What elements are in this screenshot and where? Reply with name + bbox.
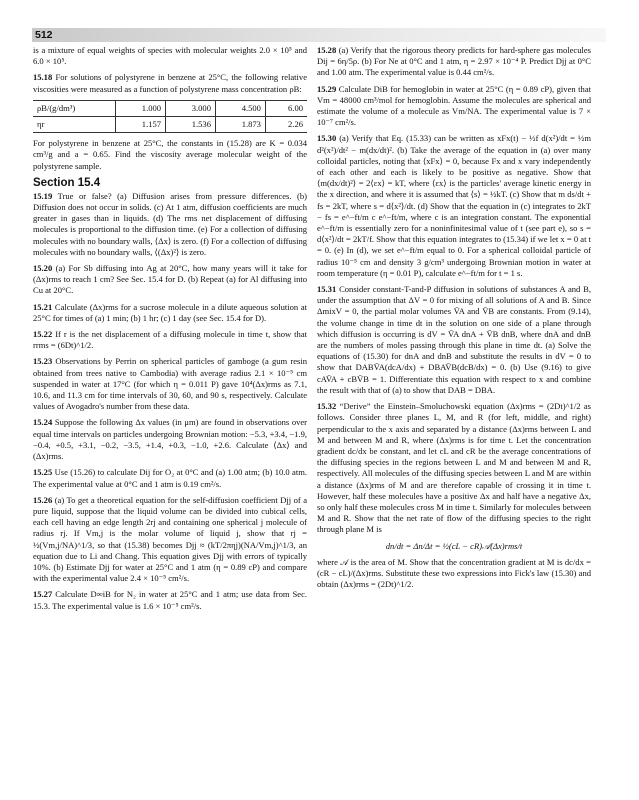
table-cell: 3.000: [166, 100, 216, 116]
problem-text: (a) For Sb diffusing into Ag at 20°C, how many years will it take for (Δx)rms to reach 1 cm? See Sec. 15.4 for D. (b) Repeat (a) for Al diffusing into Cu at 20°C.: [33, 263, 308, 296]
after-equation-paragraph: where 𝒜 is the area of M. Show that the concentration gradient at M is dc/dx = (cR − cL)/(Δx)rms. Substitute these two expressions into Fick's law (15.30) and obtain (Δx)rms = (2Dt)^1/2.: [317, 556, 591, 590]
table-cell: 1.873: [215, 117, 265, 133]
problem-text: Consider constant-T-and-P diffusion in solutions of substances A and B, under the assumption that ΔV = 0 for mixing of all solutions of A and B. Since ΔmixV = 0, the partial molar volumes V̄A and V̄B are constants. From (9.14), the volume change in time dt in the solution on one side of a plane through which diffusion is occurring is dV = V̄A dnA + V̄B dnB, where dnA and dnB are the numbers of moles passing through this plane in time dt. (a) Solve the equations of (15.30) for dnA and dnB and substitute the results in dV = 0 to show that DABV̄A(dcA/dx) + DBAV̄B(dcB/dx) = 0. (b) Use (9.16) to give cAV̄A + cBV̄B = 1. Differentiate this equation with respect to x and combine the result with that of (a) to show that DAB = DBA.: [317, 284, 591, 395]
problem-number: 15.31: [317, 284, 337, 295]
problem-15-21: [33, 302, 307, 324]
problem-number: 15.28: [317, 45, 337, 55]
problem-15-18: [33, 72, 307, 94]
problem-number: 15.26: [33, 494, 53, 505]
problem-number: 15.29: [317, 83, 337, 94]
table-cell: ηr: [33, 117, 116, 133]
problem-15-32: [317, 401, 591, 535]
problem-number: 15.22: [33, 329, 53, 340]
left-column: [33, 45, 307, 617]
problem-text: “Derive” the Einstein–Smoluchowski equation (Δx)rms = (2Dt)^1/2 as follows. Consider three planes L, M, and R (for left, middle, and right) perpendicular to the x axis and separated by a distance (Δx)rms between L and M and between M and R, where (Δx)rms is for time t. Let the concentration gradient dc/dx be constant, and let cL and cR be the average concentrations of the diffusing species in the regions between L and M and between M and R, respectively. All molecules of the diffusing species between L and M are within a distance (Δx)rms of M and are therefore capable of crossing it in time t. However, half these molecules have a positive Δx and half have a negative Δx, so only half these molecules cross M in time t. Similarly for molecules between M and R. Show that the net rate of flow of the diffusing species to the right through plane M is: [317, 401, 592, 535]
table-row: [33, 100, 307, 116]
problem-number: 15.23: [33, 356, 53, 367]
problem-15-23: [33, 356, 307, 412]
problem-text: (a) To get a theoretical equation for the self-diffusion coefficient Djj of a pure liquid, suppose that the liquid volume can be divided into cubical cells, each cell having an edge length 2rj and containing one spherical j molecule of radius rj. If Vm,j is the molar volume of liquid j, show that rj = ½(Vm,j/NA)^1/3, so that (15.38) becomes Djj ≈ (kT/2πηj)(NA/Vm,j)^1/3, an equation due to Li and Chang. This equation gives Djj with errors of typically 10%. (b) Estimate Djj for water at 25°C and 1 atm (η = 0.89 cP) and compare with the experimental value 2.4 × 10⁻⁵ cm²/s.: [33, 494, 307, 584]
problem-text: (a) Verify that the rigorous theory predicts for hard-sphere gas molecules Dij = 6η/5ρ. (b) For Ne at 0°C and 1 atm, η = 2.97 × 10⁻⁴ P. Predict Djj at 0°C and 1.00 atm. The experimental value is 0.44 cm²/s.: [317, 45, 591, 78]
problem-text: Observations by Perrin on spherical particles of gamboge (a gum resin obtained from trees native to Cambodia) with average radius 2.1 × 10⁻⁵ cm suspended in water at 17°C (for which η = 0.011 P) gave 10⁴(Δx)rms as 7.1, 10.6, and 11.3 cm for time intervals of 30, 60, and 90 s, respectively. Calculate values of Avogadro's number from these data.: [33, 356, 307, 412]
intro-paragraph: is a mixture of equal weights of species with molecular weights 2.0 × 10⁵ and 6.0 × 10⁵.: [33, 45, 307, 67]
table-cell: 4.500: [215, 100, 265, 116]
problem-15-26: [33, 495, 307, 585]
problem-text: Suppose the following Δx values (in μm) are found in observations over equal time intervals on particles undergoing Brownian motion: −5.3, +3.4, −1.9, −0.4, +0.5, +3.1, −0.2, −3.5, +1.4, +0.3, −1.0, +2.6. Calculate ⟨Δx⟩ and (Δx)rms.: [33, 417, 308, 462]
problem-15-27: [33, 589, 307, 611]
problem-number: 15.24: [33, 417, 53, 428]
problem-number: 15.18: [33, 72, 53, 83]
table-cell: 1.536: [166, 117, 216, 133]
problem-number: 15.19: [33, 190, 53, 201]
problem-number: 15.32: [317, 401, 337, 412]
problem-text: Use (15.26) to calculate Dij for O₂ at 0°C and (a) 1.00 atm; (b) 10.0 atm. The experimental value at 0°C and 1 atm is 0.19 cm²/s.: [33, 467, 308, 489]
problem-text: (a) Verify that Eq. (15.33) can be written as xFx(t) − ½f d(x²)/dt = ½m d²(x²)/dt² − m(dx/dt)². (b) Take the average of the equation in (a) over many colloidal particles, noting that ⟨xFx⟩ = 0, because Fx and x vary independently of each other and each is likely to be positive as negative. Show that ⟨m(dx/dt)²⟩ = 2⟨εx⟩ = kT, where ⟨εx⟩ is the particles' average kinetic energy in the x direction, and where it is assumed that ⟨s⟩ = ½kT. (c) Show that m ds/dt + fs = 2kT, where s = d⟨x²⟩/dt. (d) Show that the equation in (c) integrates to 2kT − fs = e^−ft/m c e^−ft/m, where c is an integration constant. The exponential e^−ft/m is essentially zero for a noninfinitesimal value of t (see part e), so s = d⟨x²⟩/dt = 2kT/f. Show that this equation integrates to (15.34) if we let x = 0 at t = 0. (e) In (d), we set e^−ft/m equal to 0. For a spherical colloidal particle of radius 10⁻⁵ cm and density 3 g/cm³ undergoing Brownian motion in water at room temperature (η = 0.01 P), calculate e^−ft/m for t = 1 s.: [317, 133, 591, 278]
problem-text: True or false? (a) Diffusion arises from pressure differences. (b) Diffusion does not occur in solids. (c) At 1 atm, diffusion coefficients are much greater in gases than in liquids. (d) The rms net displacement of diffusing molecules is proportional to the diffusion time. (e) For a collection of diffusing molecules with no boundary walls, ⟨Δx⟩ is zero. (f) For a collection of diffusing molecules with no boundary walls, ⟨(Δx)²⟩ is zero.: [33, 190, 308, 257]
problem-text: Calculate DiB for hemoglobin in water at 25°C (η = 0.89 cP), given that Vm = 48000 cm³/mol for hemoglobin. Assume the molecules are spherical and estimate the volume of a molecule as Vm/NA. The experimental value is 7 × 10⁻⁷ cm²/s.: [317, 83, 592, 128]
problem-15-20: [33, 263, 307, 297]
table-cell: 1.157: [116, 117, 166, 133]
table-cell: 1.000: [116, 100, 166, 116]
problem-text: For solutions of polystyrene in benzene at 25°C, the following relative viscosities were measured as a function of polystyrene mass concentration ρB:: [33, 72, 307, 94]
table-cell: 6.00: [265, 100, 307, 116]
problem-number: 15.20: [33, 263, 53, 274]
problem-number: 15.27: [33, 589, 53, 600]
problem-text: Calculate D∞iB for N₂ in water at 25°C and 1 atm; use data from Sec. 15.3. The experimental value is 1.6 × 10⁻⁵ cm²/s.: [33, 589, 307, 611]
page-number: 512: [35, 29, 53, 41]
problem-number: 15.25: [33, 467, 53, 478]
problem-15-30: [317, 133, 591, 279]
section-heading: Section 15.4: [33, 176, 101, 189]
problem-15-22: [33, 329, 307, 351]
problem-number: 15.21: [33, 301, 53, 312]
problem-15-19: [33, 191, 307, 258]
problem-number: 15.30: [317, 133, 337, 144]
problem-15-28: [317, 45, 591, 79]
problem-text: If r is the net displacement of a diffusing molecule in time t, show that rrms = (6Dt)^1/2.: [33, 329, 307, 351]
table-cell: ρB/(g/dm³): [33, 100, 116, 116]
page-header-bar: [32, 28, 606, 42]
after-table-paragraph: For polystyrene in benzene at 25°C, the constants in (15.28) are K = 0.034 cm³/g and a = 0.65. Find the viscosity average molecular weight of the polystyrene sample.: [33, 138, 307, 171]
problem-text: Calculate (Δx)rms for a sucrose molecule in a dilute aqueous solution at 25°C for times of (a) 1 min; (b) 1 hr; (c) 1 day (see Sec. 15.4 for D).: [33, 301, 307, 323]
problem-15-29: [317, 84, 591, 129]
problem-15-25: [33, 467, 307, 489]
problem-15-24: [33, 417, 307, 462]
right-column: [317, 45, 591, 595]
table-cell: 2.26: [265, 117, 307, 133]
flow-rate-equation: dn/dt = Δn/Δt = ½(cL − cR)𝒜(Δx)rms/t: [385, 540, 523, 551]
problem-15-31: [317, 284, 591, 396]
viscosity-table: [33, 100, 307, 133]
table-row: [33, 117, 307, 133]
